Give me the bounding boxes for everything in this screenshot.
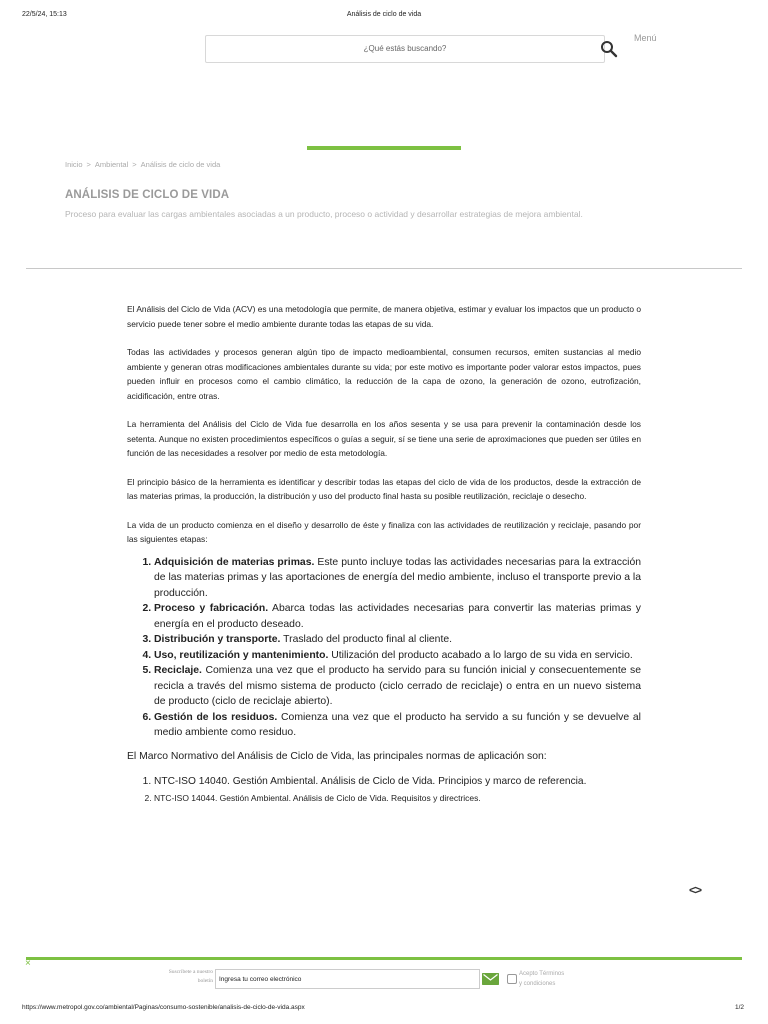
- terms-checkbox[interactable]: [507, 974, 517, 984]
- page-subtitle: Proceso para evaluar las cargas ambientales asociadas a un producto, proceso o actividad y desarrollar estrategias de mejora ambiental.: [65, 209, 583, 219]
- step-text: Comienza una vez que el producto ha servido a su función y se devuelve al medio ambiente como residuo.: [154, 711, 641, 738]
- section-divider: [26, 268, 742, 269]
- step-text: Utilización del producto acabado a lo largo de su vida en servicio.: [328, 649, 633, 661]
- subscribe-label: Suscríbete a nuestro boletín: [168, 969, 213, 984]
- breadcrumb-item-inicio[interactable]: Inicio: [65, 160, 83, 169]
- list-item: [154, 555, 641, 602]
- paragraph: La vida de un producto comienza en el diseño y desarrollo de éste y finaliza con las actividades de reutilización y reciclaje, pasando por las siguientes etapas:: [127, 519, 641, 544]
- step-text: Este punto incluye todas las actividades necesarias para la extracción de las materias primas y las aportaciones de energía del medio ambiente, incluso el transporte previo a la producción.: [154, 556, 642, 599]
- list-item: 1. NTC-ISO 14040. Gestión Ambiental. Análisis de Ciclo de Vida. Principios y marco de referencia.: [154, 774, 641, 790]
- step-title: Distribución y transporte.: [154, 634, 281, 645]
- breadcrumb: [65, 160, 220, 169]
- code-icon[interactable]: <>: [689, 883, 702, 897]
- step-title: Proceso y fabricación.: [154, 603, 269, 614]
- paragraph: El Análisis del Ciclo de Vida (ACV) es una metodología que permite, de manera objetiva, estimar y evaluar los impactos que un producto o servicio puede tener sobre el medio ambiente durante todas las etapas de su vida.: [127, 304, 641, 329]
- norms-list: [154, 774, 641, 806]
- search-input[interactable]: [205, 35, 605, 63]
- active-tab-indicator: [307, 146, 461, 150]
- norms-intro: El Marco Normativo del Análisis de Ciclo de Vida, las principales normas de aplicación son:: [127, 750, 547, 762]
- breadcrumb-separator: >: [86, 160, 91, 169]
- step-title: Gestión de los residuos.: [154, 711, 278, 723]
- print-datetime: 22/5/24, 15:13: [22, 11, 67, 18]
- step-title: Reciclaje.: [154, 665, 202, 676]
- page-title: ANÁLISIS DE CICLO DE VIDA: [65, 189, 230, 201]
- breadcrumb-item-ambiental[interactable]: Ambiental: [94, 160, 129, 169]
- terms-label[interactable]: [519, 969, 564, 989]
- list-item: 2. NTC-ISO 14044. Gestión Ambiental. Análisis de Ciclo de Vida. Requisitos y directrices.: [154, 790, 641, 806]
- list-item: [154, 710, 641, 741]
- list-item: [154, 601, 641, 632]
- list-item: [154, 632, 641, 648]
- step-text: Traslado del producto final al cliente.: [280, 634, 452, 645]
- paragraph: Todas las actividades y procesos generan algún tipo de impacto medioambiental, consumen recursos, emiten sustancias al medio ambiente y generan otras modificaciones ambientales durante su vida; por este motivo es importante poder valorar estos impactos, pues pueden influir en procesos como el cambio climático, la reducción de la capa de ozono, la generación de ozono, eutrofización, acidificación, entre otras.: [127, 347, 641, 401]
- paragraph: El principio básico de la herramienta es identificar y describir todas las etapas del ciclo de vida de los productos, desde la extracción de las materias primas, la producción, la distribución y uso del producto final hasta su posible reutilización, reciclaje o desecho.: [127, 476, 641, 501]
- terms-label-line: y condiciones: [519, 981, 556, 987]
- step-text: Comienza una vez que el producto ha servido para su función inicial y consecuentemente se recicla a través del mismo sistema de producto (ciclo cerrado de reciclaje) o entra en un nuevo sistema de producto (ciclo de reciclaje abierto).: [154, 665, 641, 707]
- menu-button[interactable]: Menú: [634, 33, 657, 43]
- life-cycle-steps: [154, 555, 641, 741]
- mail-icon[interactable]: [482, 973, 499, 985]
- list-item: [154, 663, 641, 710]
- print-header: [0, 11, 768, 23]
- search-placeholder: ¿Qué estás buscando?: [363, 44, 447, 53]
- list-item: [154, 648, 641, 664]
- footer-accent-line: [26, 957, 742, 960]
- print-page-number: 1/2: [735, 1004, 745, 1011]
- newsletter-email-field[interactable]: Ingresa tu correo electrónico: [215, 969, 480, 989]
- search-icon[interactable]: [600, 40, 618, 58]
- print-title: Análisis de ciclo de vida: [346, 11, 422, 18]
- step-title: Uso, reutilización y mantenimiento.: [154, 649, 329, 661]
- article-body: [127, 302, 641, 806]
- print-url: https://www.metropol.gov.co/ambiental/Paginas/consumo-sostenible/analisis-de-ciclo-de-vida.aspx: [22, 1004, 305, 1011]
- step-text: Abarca todas las actividades necesarias para convertir las materias primas y energía en el producto deseado.: [154, 603, 641, 630]
- close-icon[interactable]: ×: [25, 958, 31, 969]
- terms-label-line: Acepto Términos: [519, 971, 565, 977]
- breadcrumb-item-current: Análisis de ciclo de vida: [140, 160, 221, 169]
- step-title: Adquisición de materias primas.: [154, 556, 315, 568]
- breadcrumb-separator: >: [132, 160, 137, 169]
- paragraph: La herramienta del Análisis del Ciclo de Vida fue desarrolla en los años sesenta y se usa para prevenir la contaminación desde los setenta. Aunque no existen procedimientos específicos o guías a seguir, sí se tiene una serie de aproximaciones que pueden ser útiles en función de las necesidades a resolver por medio de esta metodología.: [127, 419, 641, 458]
